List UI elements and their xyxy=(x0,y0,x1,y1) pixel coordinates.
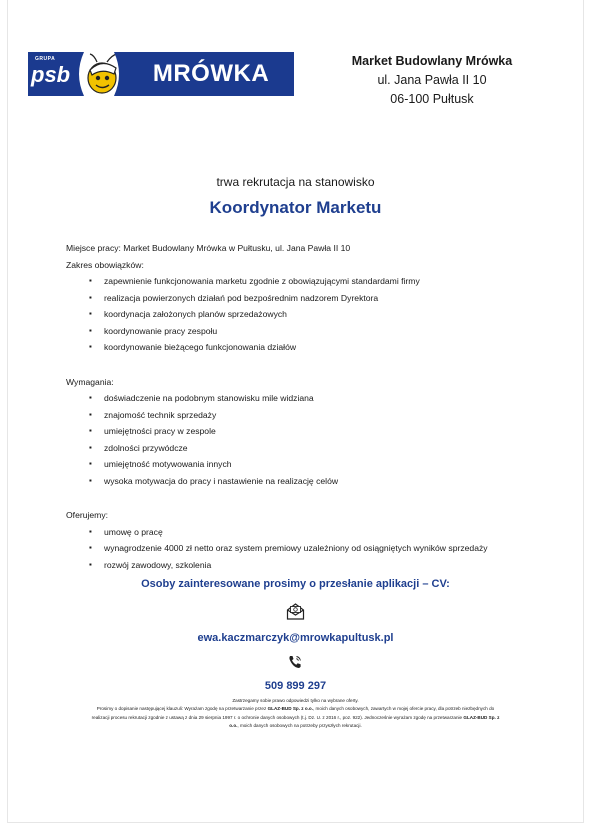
offer-heading: Oferujemy: xyxy=(66,510,109,520)
contact-email[interactable]: ewa.kaczmarczyk@mrowkapultusk.pl xyxy=(197,632,394,644)
list-item: ▪ umowę o pracę xyxy=(66,524,546,541)
requirements-list xyxy=(66,390,546,489)
psb-logo xyxy=(28,52,70,96)
logo-psb-text: psb xyxy=(31,62,71,87)
company-street: ul. Jana Pawła II 10 xyxy=(377,73,487,87)
job-title: Koordynator Marketu xyxy=(209,198,382,217)
list-item: ▪ wysoka motywacja do pracy i nastawienie na realizację celów xyxy=(66,473,546,490)
phone-icon xyxy=(287,654,303,670)
logo-brand-name xyxy=(128,52,294,96)
list-item: ▪ umiejętności pracy w zespole xyxy=(66,423,546,440)
application-call-to-action: Osoby zainteresowane prosimy o przesłanie aplikacji – CV: xyxy=(141,578,450,590)
duties-list xyxy=(66,273,546,356)
fine-print-line: Zastrzegamy sobie prawo odpowiedzi tylko na wybrane oferty. xyxy=(232,698,359,703)
workplace-line: Miejsce pracy: Market Budowlany Mrówka w Pułtusku, ul. Jana Pawła II 10 xyxy=(66,243,351,253)
list-item: ▪ zdolności przywódcze xyxy=(66,440,546,457)
list-item: ▪ rozwój zawodowy, szkolenia xyxy=(66,557,546,574)
list-item: ▪ doświadczenie na podobnym stanowisku mile widziana xyxy=(66,390,546,407)
logo-brand-text: MRÓWKA xyxy=(152,60,270,87)
job-description xyxy=(66,240,546,573)
recruitment-intro: trwa rekrutacja na stanowisko xyxy=(216,175,375,189)
legal-fine-print xyxy=(70,697,521,730)
company-city: 06-100 Pułtusk xyxy=(390,92,474,106)
list-item: ▪ koordynowanie pracy zespołu xyxy=(66,323,546,340)
logo-group-text: GRUPA xyxy=(35,56,56,62)
fine-print-line: realizacji procesu rekrutacji zgodnie z ustawą z dnia 29 sierpnia 1997 r. o ochronie danych osobowych (t.j. Dz. U. z 2016 r., poz. 922). Jednocześnie wyrażam zgodę na przetwarzanie GLAZ-BUD Sp. z xyxy=(91,714,500,720)
fine-print-line: Prosimy o dopisanie następującej klauzuli: Wyrażam zgodę na przetwarzanie przez GLAZ-BUD Sp. z o.o., moich danych osobowych, zawartych w mojej ofercie pracy, dla potrzeb niezbędnych do xyxy=(96,706,495,712)
list-item: ▪ koordynacja założonych planów sprzedażowych xyxy=(66,306,546,323)
list-item: ▪ realizacja powierzonych działań pod bezpośrednim nadzorem Dyrektora xyxy=(66,290,546,307)
ant-mascot-icon xyxy=(70,52,128,96)
company-logo xyxy=(28,52,294,96)
company-address xyxy=(332,52,532,109)
fine-print-line: o.o., moich danych osobowych na potrzeby przyszłych rekrutacji. xyxy=(229,722,362,728)
requirements-heading: Wymagania: xyxy=(66,376,114,387)
company-name: Market Budowlany Mrówka xyxy=(351,54,513,68)
list-item: ▪ koordynowanie bieżącego funkcjonowania działów xyxy=(66,339,546,356)
duties-heading: Zakres obowiązków: xyxy=(66,259,144,270)
list-item: ▪ umiejętność motywowania innych xyxy=(66,456,546,473)
list-item: ▪ wynagrodzenie 4000 zł netto oraz system premiowy uzależniony od osiągniętych wyników sprzedaży xyxy=(66,540,546,557)
list-item: ▪ znajomość technik sprzedaży xyxy=(66,407,546,424)
list-item: ▪ zapewnienie funkcjonowania marketu zgodnie z obowiązującymi standardami firmy xyxy=(66,273,546,290)
contact-phone[interactable]: 509 899 297 xyxy=(264,680,327,692)
offer-list xyxy=(66,524,546,574)
envelope-at-icon xyxy=(286,603,305,620)
